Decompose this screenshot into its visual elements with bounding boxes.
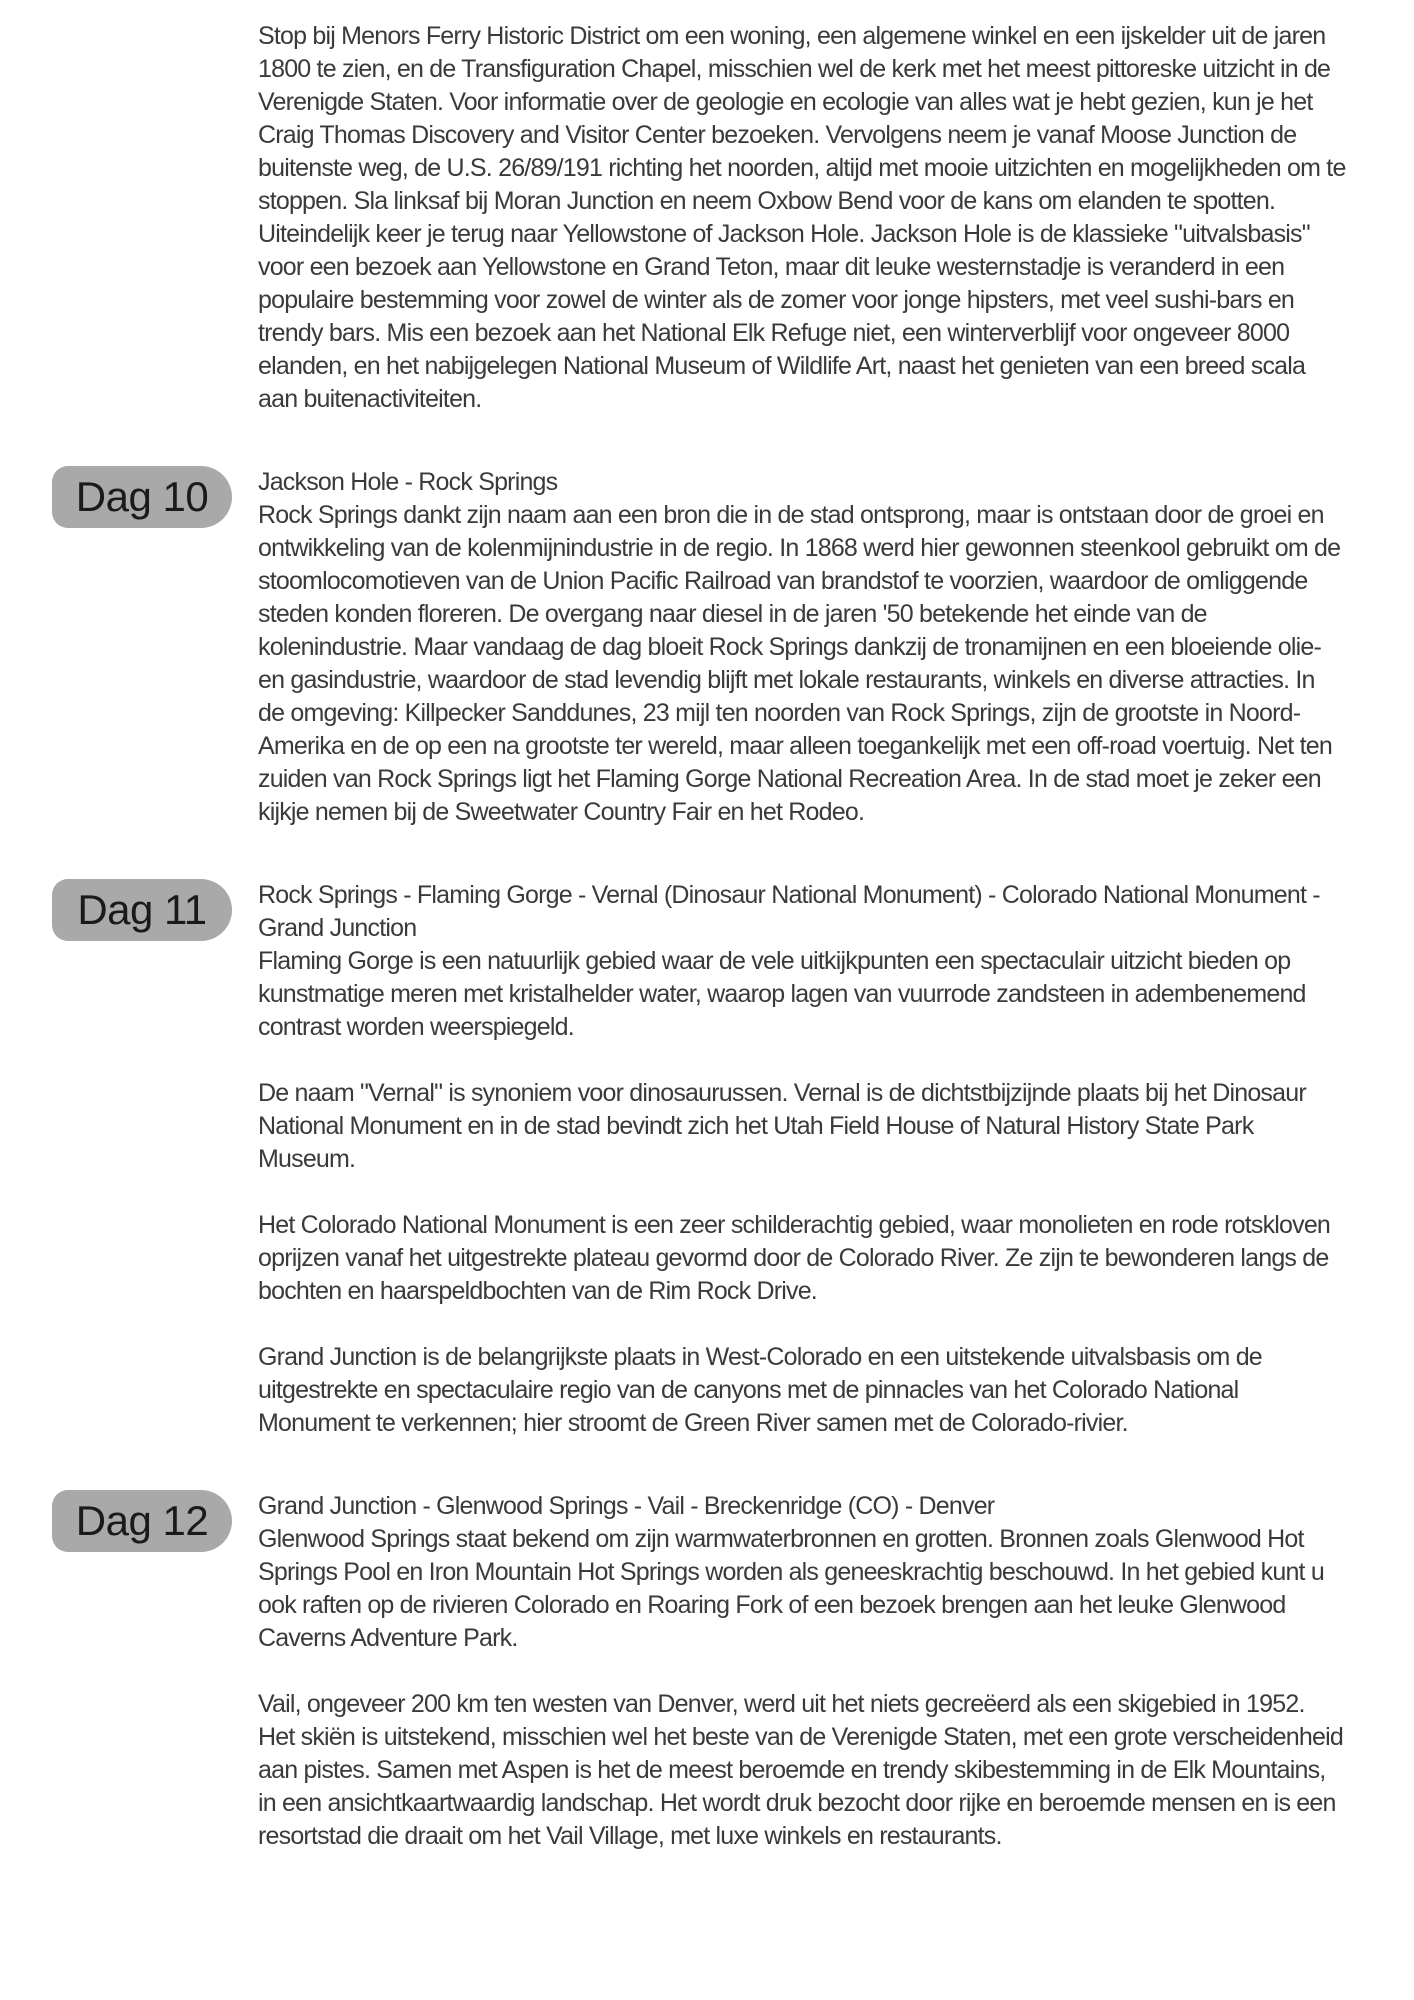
intro-section bbox=[52, 20, 1414, 416]
route-heading: Grand Junction - Glenwood Springs - Vail - Breckenridge (CO) - Denver bbox=[258, 1492, 995, 1520]
badge-column bbox=[52, 1490, 258, 1552]
day-section-10 bbox=[52, 466, 1414, 829]
itinerary-paragraph: Rock Springs dankt zijn naam aan een bron die in de stad ontsprong, maar is ontstaan door de groei en ontwikkeling van de kolenmijnindustrie in de regio. In 1868 werd hier gewonnen steenkool gebruikt om de stoomlocomotieven van de Union Pacific Railroad van brandstof te voorzien, waardoor de omliggende steden konden floreren. De overgang naar diesel in de jaren '50 betekende het einde van de kolenindustrie. Maar vandaag de dag bloeit Rock Springs dankzij de tronamijnen en een bloeiende olie- en gasindustrie, waardoor de stad levendig blijft met lokale restaurants, winkels en diverse attracties. In de omgeving: Killpecker Sanddunes, 23 mijl ten noorden van Rock Springs, zijn de grootste in Noord-Amerika en de op een na grootste ter wereld, maar alleen toegankelijk met een off-road voertuig. Net ten zuiden van Rock Springs ligt het Flaming Gorge National Recreation Area. In de stad moet je zeker een kijkje nemen bij de Sweetwater Country Fair en het Rodeo. bbox=[258, 501, 1341, 826]
route-heading: Jackson Hole - Rock Springs bbox=[258, 468, 558, 496]
itinerary-paragraph: Glenwood Springs staat bekend om zijn warmwaterbronnen en grotten. Bronnen zoals Glenwood Hot Springs Pool en Iron Mountain Hot Springs worden als geneeskrachtig beschouwd. In het gebied kunt u ook raften op de rivieren Colorado en Roaring Fork of een bezoek brengen aan het leuke Glenwood Caverns Adventure Park. bbox=[258, 1525, 1324, 1652]
day-badge: Dag 10 bbox=[52, 466, 232, 528]
itinerary-paragraph: De naam "Vernal" is synoniem voor dinosaurussen. Vernal is de dichtstbijzijnde plaats bij het Dinosaur National Monument en in de stad bevindt zich het Utah Field House of Natural History State Park Museum. bbox=[258, 1079, 1306, 1173]
badge-column bbox=[52, 466, 258, 528]
day-section-12 bbox=[52, 1490, 1414, 1853]
itinerary-paragraph: Het Colorado National Monument is een zeer schilderachtig gebied, waar monolieten en rode rotskloven oprijzen vanaf het uitgestrekte plateau gevormd door de Colorado River. Ze zijn te bewonderen langs de bochten en haarspeldbochten van de Rim Rock Drive. bbox=[258, 1211, 1331, 1305]
route-heading: Rock Springs - Flaming Gorge - Vernal (Dinosaur National Monument) - Colorado National Monument - Grand Junction bbox=[258, 881, 1320, 942]
day-text-column bbox=[258, 879, 1346, 1440]
day-badge: Dag 12 bbox=[52, 1490, 232, 1552]
day-section-11 bbox=[52, 879, 1414, 1440]
day-badge: Dag 11 bbox=[52, 879, 232, 941]
intro-text-column bbox=[258, 20, 1346, 416]
itinerary-paragraph: Grand Junction is de belangrijkste plaats in West-Colorado en een uitstekende uitvalsbasis om de uitgestrekte en spectaculaire regio van de canyons met de pinnacles van het Colorado National Monument te verkennen; hier stroomt de Green River samen met de Colorado-rivier. bbox=[258, 1343, 1262, 1437]
day-text-column bbox=[258, 466, 1346, 829]
itinerary-paragraph: Stop bij Menors Ferry Historic District om een woning, een algemene winkel en een ijskelder uit de jaren 1800 te zien, en de Transfiguration Chapel, misschien wel de kerk met het meest pittoreske uitzicht in de Verenigde Staten. Voor informatie over de geologie en ecologie van alles wat je hebt gezien, kun je het Craig Thomas Discovery and Visitor Center bezoeken. Vervolgens neem je vanaf Moose Junction de buitenste weg, de U.S. 26/89/191 richting het noorden, altijd met mooie uitzichten en mogelijkheden om te stoppen. Sla linksaf bij Moran Junction en neem Oxbow Bend voor de kans om elanden te spotten. Uiteindelijk keer je terug naar Yellowstone of Jackson Hole. Jackson Hole is de klassieke "uitvalsbasis" voor een bezoek aan Yellowstone en Grand Teton, maar dit leuke westernstadje is veranderd in een populaire bestemming voor zowel de winter als de zomer voor jonge hipsters, met veel sushi-bars en trendy bars. Mis een bezoek aan het National Elk Refuge niet, een winterverblijf voor ongeveer 8000 elanden, en het nabijgelegen National Museum of Wildlife Art, naast het genieten van een breed scala aan buitenactiviteiten. bbox=[258, 22, 1346, 413]
itinerary-paragraph: Vail, ongeveer 200 km ten westen van Denver, werd uit het niets gecreëerd als een skigebied in 1952. Het skiën is uitstekend, misschien wel het beste van de Verenigde Staten, met een grote verscheidenheid aan pistes. Samen met Aspen is het de meest beroemde en trendy skibestemming in de Elk Mountains, in een ansichtkaartwaardig landschap. Het wordt druk bezocht door rijke en beroemde mensen en is een resortstad die draait om het Vail Village, met luxe winkels en restaurants. bbox=[258, 1690, 1343, 1850]
itinerary-paragraph: Flaming Gorge is een natuurlijk gebied waar de vele uitkijkpunten een spectaculair uitzicht bieden op kunstmatige meren met kristalhelder water, waarop lagen van vuurrode zandsteen in adembenemend contrast worden weerspiegeld. bbox=[258, 947, 1306, 1041]
badge-column bbox=[52, 879, 258, 941]
day-text-column bbox=[258, 1490, 1346, 1853]
